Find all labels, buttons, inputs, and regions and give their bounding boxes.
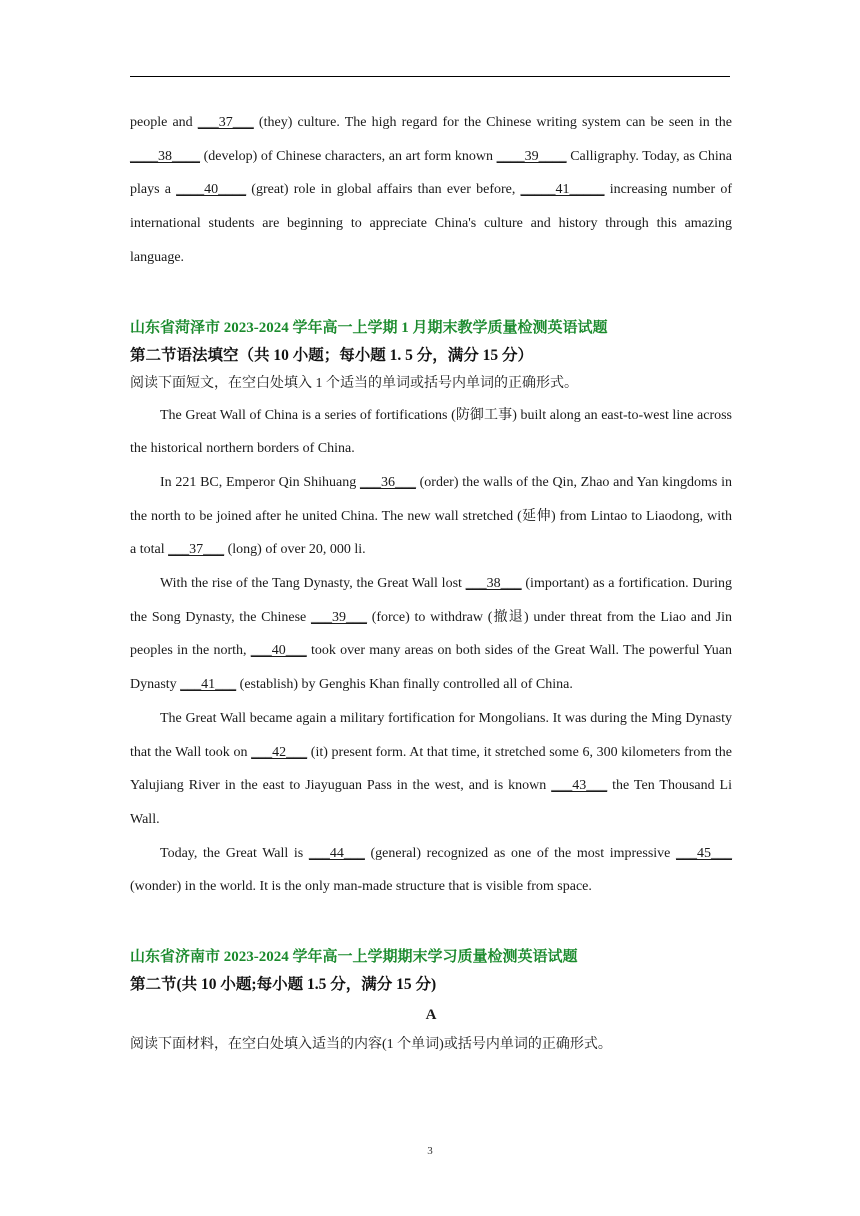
answer-blank[interactable]: ___39___ (310, 609, 367, 625)
answer-blank[interactable]: ____38____ (130, 148, 200, 164)
answer-blank[interactable]: ___43___ (551, 778, 608, 794)
passage (130, 399, 732, 905)
section-subtitle: 第二节(共 10 小题;每小题 1.5 分，满分 15 分) (130, 976, 437, 994)
answer-blank[interactable]: ___44___ (308, 845, 365, 861)
passage-paragraph: The Great Wall of China is a series of fortifications (防御工事) built along an east-to-west line across the historical northern borders of China. (130, 407, 732, 457)
answer-blank[interactable]: _____41_____ (520, 182, 605, 198)
header-rule (130, 76, 730, 77)
section-subtitle: 第二节语法填空（共 10 小题；每小题 1. 5 分，满分 15 分） (130, 346, 534, 364)
answer-blank[interactable]: ___45___ (676, 845, 732, 861)
passage-paragraph: Today, the Great Wall is ___44___ (general) recognized as one of the most impressive ___45___ (wonder) in the world. It is the only man-made structure that is visible from space. (130, 845, 732, 895)
page-content (130, 106, 732, 1056)
part-label: A (425, 1007, 437, 1024)
section-instruction: 阅读下面材料，在空白处填入适当的内容(1 个单词)或括号内单词的正确形式。 (130, 1037, 612, 1053)
section-title: 山东省济南市 2023-2024 学年高一上学期期末学习质量检测英语试题 (130, 949, 578, 966)
intro-paragraph: people and ___37___ (they) culture. The high regard for the Chinese writing system can be seen in the ____38____ (develop) of Chinese characters, an art form known ____39____ Calligraphy. Today, as China plays a ____40____ (great) role in global affairs than ever before, _____41_____ increasing number of international students are beginning to appreciate China's culture and history through this amazing language. (130, 115, 733, 265)
page-number: 3 (427, 1145, 433, 1157)
answer-blank[interactable]: ___40___ (250, 643, 307, 659)
section-instruction: 阅读下面短文，在空白处填入 1 个适当的单词或括号内单词的正确形式。 (130, 375, 578, 391)
answer-blank[interactable]: ___41___ (180, 677, 237, 693)
answer-blank[interactable]: ___36___ (359, 474, 416, 490)
answer-blank[interactable]: ___42___ (251, 744, 308, 760)
answer-blank[interactable]: ____39____ (496, 148, 567, 164)
passage-paragraph: In 221 BC, Emperor Qin Shihuang ___36___ (order) the walls of the Qin, Zhao and Yan kingdoms in the north to be joined after he united China. The new wall stretched (延伸) from Lintao to Liaodong, with a total ___37___ (long) of over 20, 000 li. (130, 474, 732, 558)
answer-blank[interactable]: ___38___ (465, 576, 522, 592)
passage-paragraph: The Great Wall became again a military fortification for Mongolians. It was during the Ming Dynasty that the Wall took on ___42___ (it) present form. At that time, it stretched some 6, 300 kilometers from the Yalujiang River in the east to Jiayuguan Pass in the west, and is known ___43___ the Ten Thousand Li Wall. (130, 710, 732, 827)
answer-blank[interactable]: ____40____ (176, 182, 247, 198)
passage-paragraph: With the rise of the Tang Dynasty, the Great Wall lost ___38___ (important) as a fortification. During the Song Dynasty, the Chinese ___39___ (force) to withdraw (撤退) under threat from the Liao and Jin peoples in the north, ___40___ took over many areas on both sides of the Great Wall. The powerful Yuan Dynasty ___41___ (establish) by Genghis Khan finally controlled all of China. (130, 576, 733, 693)
section-title: 山东省菏泽市 2023-2024 学年高一上学期 1 月期末教学质量检测英语试题 (130, 319, 608, 336)
answer-blank[interactable]: ___37___ (197, 115, 254, 130)
answer-blank[interactable]: ___37___ (168, 542, 225, 558)
